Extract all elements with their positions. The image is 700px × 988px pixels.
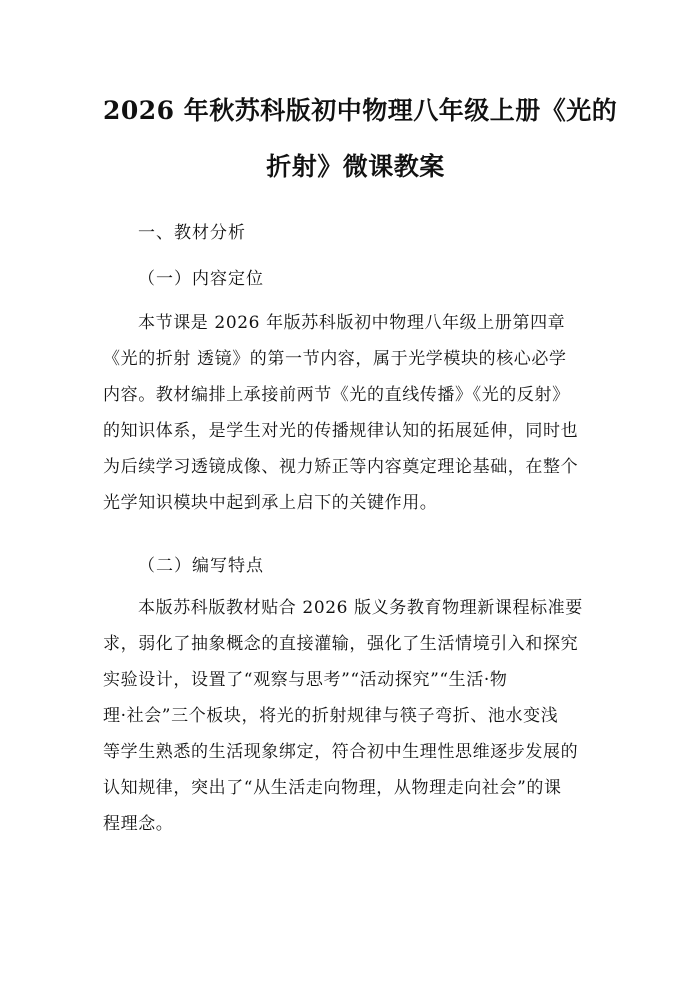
paragraph-content-positioning <box>103 305 608 521</box>
paragraph-line: 等学生熟悉的生活现象绑定，符合初中生理性思维逐步发展的 <box>103 742 579 762</box>
section-heading-textbook-analysis: 一、教材分析 <box>138 223 246 243</box>
subsection-heading-writing-features: （二）编写特点 <box>138 556 264 576</box>
paragraph-line: 认知规律，突出了“从生活走向物理，从物理走向社会”的课 <box>103 778 562 798</box>
paragraph-line: 为后续学习透镜成像、视力矫正等内容奠定理论基础，在整个 <box>103 457 579 477</box>
paragraph-writing-features <box>103 590 608 842</box>
subsection-heading-content-positioning: （一）内容定位 <box>138 269 264 289</box>
paragraph-line: 光学知识模块中起到承上启下的关键作用。 <box>103 493 438 513</box>
paragraph-line: 求，弱化了抽象概念的直接灌输，强化了生活情境引入和探究 <box>103 634 579 654</box>
paragraph-line: 的知识体系，是学生对光的传播规律认知的拓展延伸，同时也 <box>103 421 579 441</box>
document-title <box>103 83 618 195</box>
paragraph-line: 理·社会”三个板块，将光的折射规律与筷子弯折、池水变浅 <box>103 706 559 726</box>
paragraph-line: 程理念。 <box>103 814 174 834</box>
paragraph-line: 内容。教材编排上承接前两节《光的直线传播》《光的反射》 <box>103 385 570 405</box>
paragraph-line: 本版苏科版教材贴合 2026 版义务教育物理新课程标准要 <box>138 598 583 618</box>
title-line-1: 2026 年秋苏科版初中物理八年级上册《光的 <box>103 96 618 125</box>
paragraph-line: 《光的折射 透镜》的第一节内容，属于光学模块的核心必学 <box>103 349 567 369</box>
title-line-2: 折射》微课教案 <box>266 152 445 181</box>
paragraph-line: 实验设计，设置了“观察与思考”“活动探究”“生活·物 <box>103 670 508 690</box>
document-page <box>0 83 700 988</box>
paragraph-line: 本节课是 2026 年版苏科版初中物理八年级上册第四章 <box>138 313 566 333</box>
